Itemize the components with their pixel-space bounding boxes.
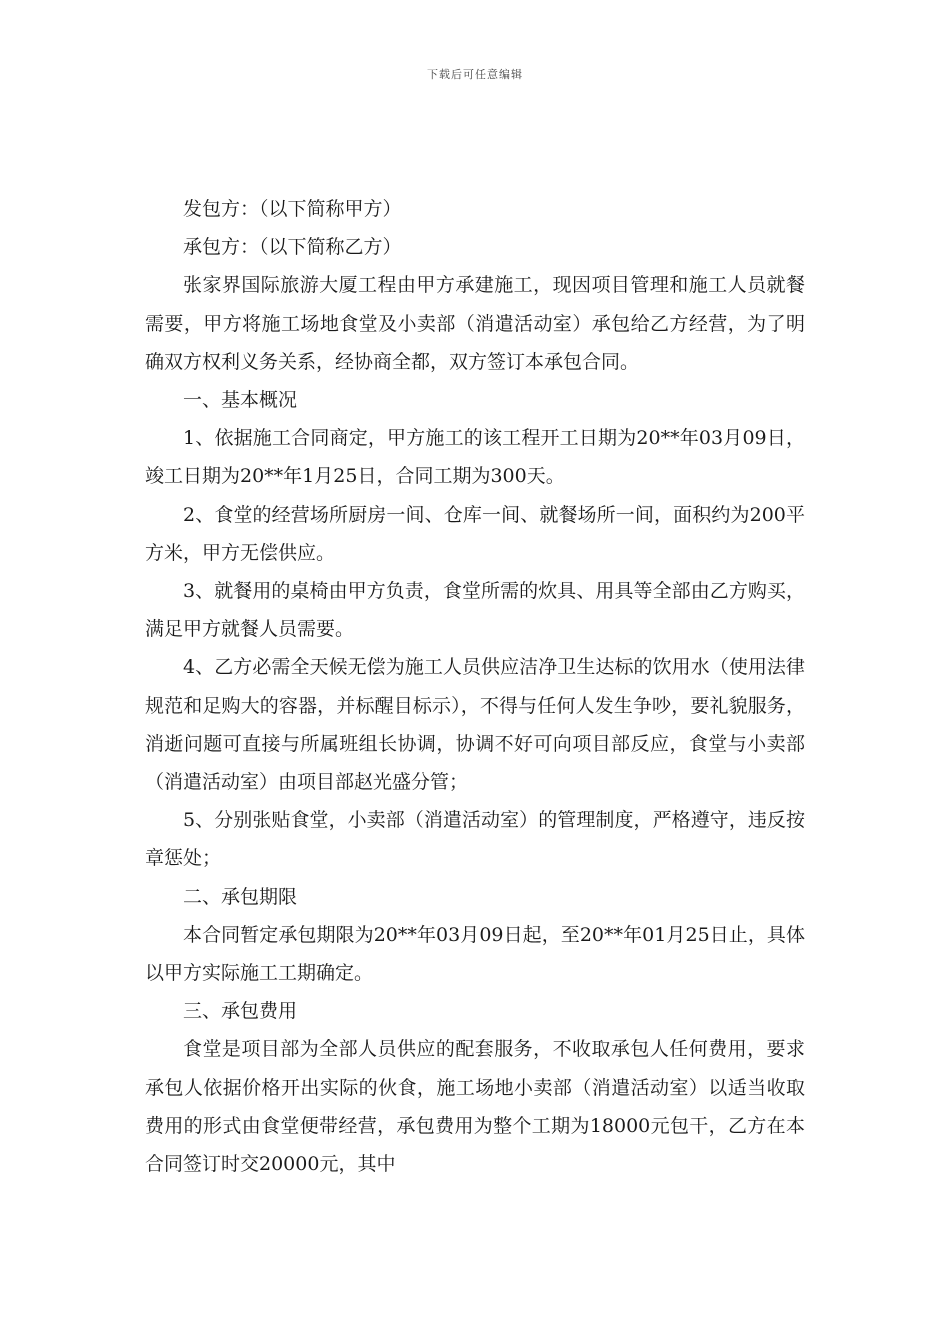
clause-1: 1、依据施工合同商定，甲方施工的该工程开工日期为20**年03月09日，竣工日期为20**年1月25日，合同工期为300天。 — [145, 427, 805, 488]
intro-paragraph: 张家界国际旅游大厦工程由甲方承建施工，现因项目管理和施工人员就餐需要，甲方将施工场地食堂及小卖部（消遣活动室）承包给乙方经营，为了明确双方权利义务关系，经协商全都，双方签订本承包合同。 — [145, 274, 805, 373]
section-heading-basic-overview: 一、基本概况 — [183, 389, 298, 412]
clause-5: 5、分别张贴食堂，小卖部（消遣活动室）的管理制度，严格遵守，违反按章惩处； — [145, 809, 805, 870]
clause-3: 3、就餐用的桌椅由甲方负责，食堂所需的炊具、用具等全部由乙方购买，满足甲方就餐人员需要。 — [145, 580, 805, 641]
section-heading-contract-fee: 三、承包费用 — [183, 1000, 298, 1023]
party-a-line: 发包方：（以下简称甲方） — [183, 198, 402, 220]
section-heading-contract-term: 二、承包期限 — [183, 885, 298, 908]
document-body — [145, 190, 805, 1183]
party-b-line: 承包方：（以下简称乙方） — [183, 236, 402, 259]
contract-fee-paragraph: 食堂是项目部为全部人员供应的配套服务，不收取承包人任何费用，要求承包人依据价格开出实际的伙食，施工场地小卖部（消遣活动室）以适当收取费用的形式由食堂便带经营，承包费用为整个工期为18000元包干，乙方在本合同签订时交20000元，其中 — [145, 1038, 805, 1176]
header-note: 下载后可任意编辑 — [427, 68, 523, 81]
clause-4: 4、乙方必需全天候无偿为施工人员供应洁净卫生达标的饮用水（使用法律规范和足购大的容器，并标醒目标示），不得与任何人发生争吵，要礼貌服务，消逝问题可直接与所属班组长协调，协调不好可向项目部反应，食堂与小卖部（消遣活动室）由项目部赵光盛分管； — [145, 656, 805, 794]
clause-2: 2、食堂的经营场所厨房一间、仓库一间、就餐场所一间，面积约为200平方米，甲方无偿供应。 — [145, 503, 805, 564]
contract-term-paragraph: 本合同暂定承包期限为20**年03月09日起，至20**年01月25日止，具体以甲方实际施工工期确定。 — [145, 923, 805, 985]
